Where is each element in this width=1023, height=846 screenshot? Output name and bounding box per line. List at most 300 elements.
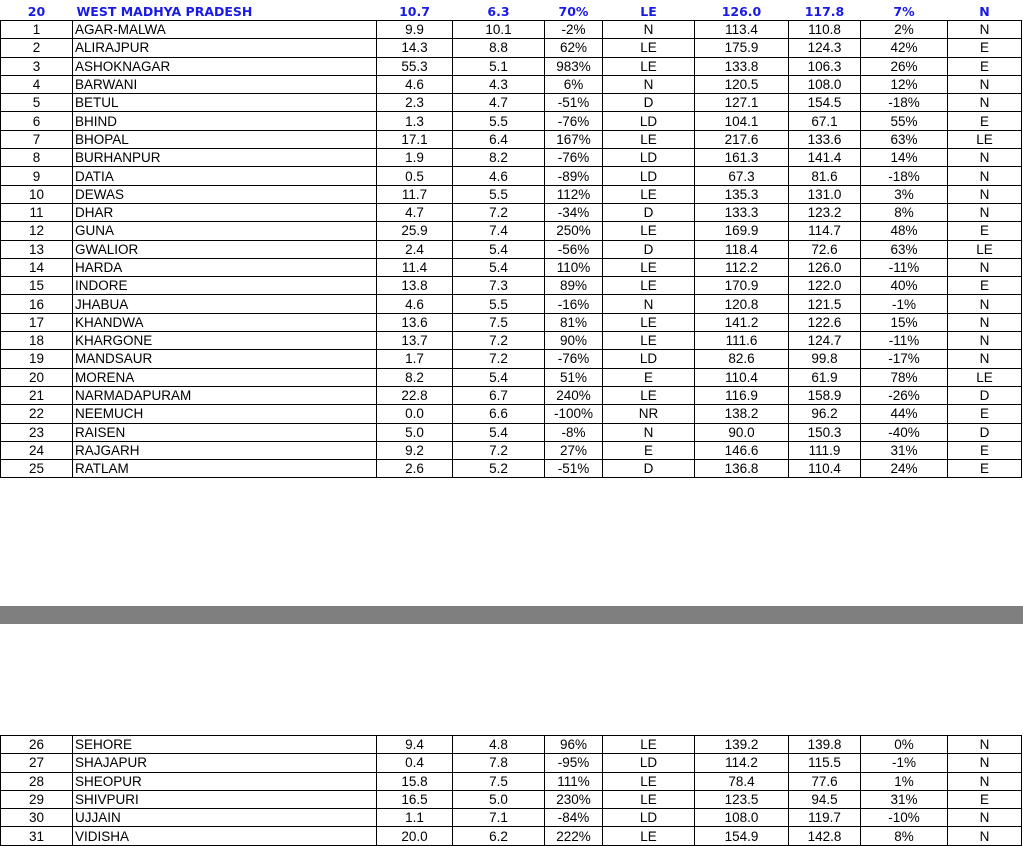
district-name: KHARGONE — [73, 332, 377, 350]
value-cell: LE — [948, 130, 1022, 148]
value-cell: 170.9 — [695, 277, 789, 295]
row-number: 3 — [1, 57, 73, 75]
value-cell: 24% — [861, 460, 948, 478]
table-row — [1, 313, 1022, 331]
value-cell: 230% — [545, 790, 603, 808]
value-cell: N — [948, 332, 1022, 350]
value-cell: D — [948, 423, 1022, 441]
value-cell: 110% — [545, 258, 603, 276]
value-cell: 4.7 — [453, 94, 545, 112]
value-cell: 0.4 — [377, 754, 453, 772]
value-cell: 6.6 — [453, 405, 545, 423]
table-row — [1, 130, 1022, 148]
value-cell: -1% — [861, 295, 948, 313]
table-row — [1, 790, 1022, 808]
value-cell: 7.2 — [453, 350, 545, 368]
value-cell: 6.4 — [453, 130, 545, 148]
subdivision-value-4: LE — [640, 3, 657, 19]
value-cell: 13.7 — [377, 332, 453, 350]
table-row — [1, 368, 1022, 386]
value-cell: 81% — [545, 313, 603, 331]
row-number: 27 — [1, 754, 73, 772]
value-cell: 67.3 — [695, 167, 789, 185]
row-number: 6 — [1, 112, 73, 130]
value-cell: N — [948, 21, 1022, 39]
value-cell: 82.6 — [695, 350, 789, 368]
value-cell: 141.2 — [695, 313, 789, 331]
value-cell: N — [948, 313, 1022, 331]
value-cell: 9.9 — [377, 21, 453, 39]
value-cell: 77.6 — [789, 772, 861, 790]
value-cell: E — [948, 441, 1022, 459]
value-cell: -11% — [861, 332, 948, 350]
value-cell: 78% — [861, 368, 948, 386]
table-row — [1, 754, 1022, 772]
subdivision-value-8: N — [979, 3, 990, 19]
value-cell: 0.0 — [377, 405, 453, 423]
value-cell: 126.0 — [789, 258, 861, 276]
subdivision-value-3: 70% — [558, 3, 589, 19]
value-cell: 22.8 — [377, 386, 453, 404]
value-cell: 124.3 — [789, 39, 861, 57]
table-row — [1, 39, 1022, 57]
value-cell: 106.3 — [789, 57, 861, 75]
value-cell: 1.1 — [377, 809, 453, 827]
value-cell: 111.6 — [695, 332, 789, 350]
row-number: 4 — [1, 75, 73, 93]
value-cell: 108.0 — [789, 75, 861, 93]
district-name: SHIVPURI — [73, 790, 377, 808]
value-cell: -16% — [545, 295, 603, 313]
value-cell: 90% — [545, 332, 603, 350]
row-number: 24 — [1, 441, 73, 459]
value-cell: -10% — [861, 809, 948, 827]
value-cell: -34% — [545, 203, 603, 221]
district-name: SHEOPUR — [73, 772, 377, 790]
value-cell: 222% — [545, 827, 603, 845]
table-row — [1, 222, 1022, 240]
value-cell: N — [948, 295, 1022, 313]
value-cell: 13.6 — [377, 313, 453, 331]
value-cell: -18% — [861, 94, 948, 112]
value-cell: 4.7 — [377, 203, 453, 221]
table-row — [1, 460, 1022, 478]
district-name: SEHORE — [73, 736, 377, 754]
value-cell: 120.8 — [695, 295, 789, 313]
value-cell: 139.8 — [789, 736, 861, 754]
value-cell: 8.2 — [377, 368, 453, 386]
district-name: BHOPAL — [73, 130, 377, 148]
table-row — [1, 185, 1022, 203]
district-name: KHANDWA — [73, 313, 377, 331]
value-cell: 123.5 — [695, 790, 789, 808]
value-cell: 96% — [545, 736, 603, 754]
subdivision-name: WEST MADHYA PRADESH — [76, 3, 253, 19]
row-number: 19 — [1, 350, 73, 368]
value-cell: E — [948, 39, 1022, 57]
value-cell: N — [948, 167, 1022, 185]
value-cell: 1% — [861, 772, 948, 790]
value-cell: 5.5 — [453, 185, 545, 203]
value-cell: 7.2 — [453, 203, 545, 221]
value-cell: -1% — [861, 754, 948, 772]
row-number: 7 — [1, 130, 73, 148]
value-cell: LE — [603, 827, 695, 845]
value-cell: 115.5 — [789, 754, 861, 772]
value-cell: 169.9 — [695, 222, 789, 240]
value-cell: 63% — [861, 130, 948, 148]
value-cell: LE — [603, 332, 695, 350]
value-cell: 10.1 — [453, 21, 545, 39]
value-cell: -11% — [861, 258, 948, 276]
value-cell: 127.1 — [695, 94, 789, 112]
table-row — [1, 112, 1022, 130]
row-number: 30 — [1, 809, 73, 827]
value-cell: 175.9 — [695, 39, 789, 57]
value-cell: -84% — [545, 809, 603, 827]
value-cell: LE — [603, 313, 695, 331]
value-cell: 154.5 — [789, 94, 861, 112]
table-row — [1, 258, 1022, 276]
subdivision-value-6: 117.8 — [804, 3, 845, 19]
value-cell: LE — [603, 130, 695, 148]
table-row — [1, 386, 1022, 404]
table-row — [1, 75, 1022, 93]
value-cell: 110.4 — [695, 368, 789, 386]
value-cell: 124.7 — [789, 332, 861, 350]
value-cell: 114.7 — [789, 222, 861, 240]
value-cell: 20.0 — [377, 827, 453, 845]
value-cell: 8% — [861, 827, 948, 845]
value-cell: 96.2 — [789, 405, 861, 423]
table-row — [1, 772, 1022, 790]
district-name: BETUL — [73, 94, 377, 112]
value-cell: 15.8 — [377, 772, 453, 790]
district-name: MANDSAUR — [73, 350, 377, 368]
value-cell: 7.3 — [453, 277, 545, 295]
value-cell: 55% — [861, 112, 948, 130]
value-cell: LE — [603, 185, 695, 203]
value-cell: -76% — [545, 149, 603, 167]
value-cell: 61.9 — [789, 368, 861, 386]
district-name: INDORE — [73, 277, 377, 295]
table-row — [1, 295, 1022, 313]
value-cell: 16.5 — [377, 790, 453, 808]
table-row — [1, 149, 1022, 167]
value-cell: 158.9 — [789, 386, 861, 404]
district-name: DEWAS — [73, 185, 377, 203]
value-cell: 111.9 — [789, 441, 861, 459]
value-cell: -40% — [861, 423, 948, 441]
value-cell: 42% — [861, 39, 948, 57]
district-name: VIDISHA — [73, 827, 377, 845]
value-cell: 48% — [861, 222, 948, 240]
value-cell: 78.4 — [695, 772, 789, 790]
row-number: 15 — [1, 277, 73, 295]
value-cell: N — [948, 809, 1022, 827]
row-number: 10 — [1, 185, 73, 203]
value-cell: 133.3 — [695, 203, 789, 221]
value-cell: -76% — [545, 112, 603, 130]
value-cell: N — [603, 21, 695, 39]
value-cell: 250% — [545, 222, 603, 240]
district-table-top — [0, 2, 1022, 478]
value-cell: N — [603, 423, 695, 441]
value-cell: 138.2 — [695, 405, 789, 423]
value-cell: 27% — [545, 441, 603, 459]
row-number: 21 — [1, 386, 73, 404]
value-cell: 90.0 — [695, 423, 789, 441]
district-name: GWALIOR — [73, 240, 377, 258]
value-cell: -2% — [545, 21, 603, 39]
value-cell: 5.4 — [453, 423, 545, 441]
value-cell: D — [603, 240, 695, 258]
value-cell: N — [948, 754, 1022, 772]
value-cell: 136.8 — [695, 460, 789, 478]
value-cell: 44% — [861, 405, 948, 423]
row-number: 28 — [1, 772, 73, 790]
row-number: 17 — [1, 313, 73, 331]
value-cell: 154.9 — [695, 827, 789, 845]
value-cell: -56% — [545, 240, 603, 258]
value-cell: 119.7 — [789, 809, 861, 827]
table-row — [1, 240, 1022, 258]
value-cell: 113.4 — [695, 21, 789, 39]
value-cell: LE — [948, 368, 1022, 386]
value-cell: 123.2 — [789, 203, 861, 221]
value-cell: 142.8 — [789, 827, 861, 845]
value-cell: LD — [603, 149, 695, 167]
value-cell: -51% — [545, 94, 603, 112]
value-cell: 12% — [861, 75, 948, 93]
value-cell: 122.6 — [789, 313, 861, 331]
value-cell: 72.6 — [789, 240, 861, 258]
value-cell: -17% — [861, 350, 948, 368]
value-cell: LE — [603, 277, 695, 295]
value-cell: 4.6 — [377, 295, 453, 313]
subdivision-header-row — [1, 2, 1022, 21]
row-number: 14 — [1, 258, 73, 276]
table-row — [1, 736, 1022, 754]
value-cell: N — [948, 203, 1022, 221]
value-cell: LE — [603, 736, 695, 754]
table-row — [1, 405, 1022, 423]
district-name: HARDA — [73, 258, 377, 276]
value-cell: 7.2 — [453, 332, 545, 350]
value-cell: N — [948, 185, 1022, 203]
value-cell: 139.2 — [695, 736, 789, 754]
value-cell: 112.2 — [695, 258, 789, 276]
value-cell: 7.5 — [453, 772, 545, 790]
value-cell: 1.9 — [377, 149, 453, 167]
subdivision-value-5: 126.0 — [721, 3, 762, 19]
row-number: 23 — [1, 423, 73, 441]
table-row — [1, 277, 1022, 295]
subdivision-number: 20 — [27, 3, 46, 19]
value-cell: 7.4 — [453, 222, 545, 240]
row-number: 22 — [1, 405, 73, 423]
value-cell: LE — [603, 222, 695, 240]
row-number: 20 — [1, 368, 73, 386]
row-number: 16 — [1, 295, 73, 313]
district-name: AGAR-MALWA — [73, 21, 377, 39]
value-cell: 135.3 — [695, 185, 789, 203]
value-cell: LD — [603, 754, 695, 772]
district-name: DHAR — [73, 203, 377, 221]
value-cell: 131.0 — [789, 185, 861, 203]
value-cell: 11.7 — [377, 185, 453, 203]
value-cell: 161.3 — [695, 149, 789, 167]
district-name: JHABUA — [73, 295, 377, 313]
value-cell: 110.8 — [789, 21, 861, 39]
value-cell: N — [948, 149, 1022, 167]
value-cell: N — [948, 94, 1022, 112]
value-cell: -8% — [545, 423, 603, 441]
value-cell: N — [603, 295, 695, 313]
value-cell: 25.9 — [377, 222, 453, 240]
subdivision-value-2: 6.3 — [487, 3, 510, 19]
value-cell: -89% — [545, 167, 603, 185]
value-cell: -95% — [545, 754, 603, 772]
value-cell: 146.6 — [695, 441, 789, 459]
table-row — [1, 94, 1022, 112]
district-name: ASHOKNAGAR — [73, 57, 377, 75]
row-number: 8 — [1, 149, 73, 167]
row-number: 5 — [1, 94, 73, 112]
value-cell: LD — [603, 112, 695, 130]
value-cell: 9.2 — [377, 441, 453, 459]
value-cell: E — [603, 441, 695, 459]
value-cell: E — [948, 57, 1022, 75]
page-separator — [0, 606, 1023, 624]
value-cell: N — [948, 75, 1022, 93]
value-cell: 5.4 — [453, 240, 545, 258]
value-cell: D — [603, 203, 695, 221]
value-cell: 141.4 — [789, 149, 861, 167]
subdivision-value-1: 10.7 — [399, 3, 430, 19]
district-name: ALIRAJPUR — [73, 39, 377, 57]
row-number: 9 — [1, 167, 73, 185]
value-cell: 983% — [545, 57, 603, 75]
table-row — [1, 167, 1022, 185]
value-cell: 150.3 — [789, 423, 861, 441]
value-cell: 2% — [861, 21, 948, 39]
table-row — [1, 21, 1022, 39]
value-cell: E — [948, 222, 1022, 240]
value-cell: 2.3 — [377, 94, 453, 112]
row-number: 18 — [1, 332, 73, 350]
row-number: 2 — [1, 39, 73, 57]
value-cell: 1.3 — [377, 112, 453, 130]
value-cell: 11.4 — [377, 258, 453, 276]
value-cell: 17.1 — [377, 130, 453, 148]
value-cell: 94.5 — [789, 790, 861, 808]
value-cell: 26% — [861, 57, 948, 75]
row-number: 25 — [1, 460, 73, 478]
value-cell: D — [948, 386, 1022, 404]
value-cell: 4.8 — [453, 736, 545, 754]
value-cell: 122.0 — [789, 277, 861, 295]
value-cell: 114.2 — [695, 754, 789, 772]
value-cell: 133.6 — [789, 130, 861, 148]
value-cell: E — [948, 112, 1022, 130]
row-number: 13 — [1, 240, 73, 258]
value-cell: N — [948, 772, 1022, 790]
value-cell: NR — [603, 405, 695, 423]
value-cell: 2.6 — [377, 460, 453, 478]
value-cell: 89% — [545, 277, 603, 295]
row-number: 26 — [1, 736, 73, 754]
value-cell: 15% — [861, 313, 948, 331]
value-cell: LE — [603, 39, 695, 57]
district-name: RAJGARH — [73, 441, 377, 459]
value-cell: 5.4 — [453, 368, 545, 386]
value-cell: LE — [603, 790, 695, 808]
value-cell: 40% — [861, 277, 948, 295]
value-cell: -26% — [861, 386, 948, 404]
value-cell: 104.1 — [695, 112, 789, 130]
value-cell: 120.5 — [695, 75, 789, 93]
value-cell: 51% — [545, 368, 603, 386]
value-cell: -100% — [545, 405, 603, 423]
value-cell: 31% — [861, 790, 948, 808]
value-cell: 121.5 — [789, 295, 861, 313]
value-cell: 5.0 — [453, 790, 545, 808]
value-cell: E — [603, 368, 695, 386]
table-row — [1, 809, 1022, 827]
value-cell: D — [603, 94, 695, 112]
value-cell: 4.3 — [453, 75, 545, 93]
value-cell: 6.7 — [453, 386, 545, 404]
value-cell: 31% — [861, 441, 948, 459]
value-cell: -51% — [545, 460, 603, 478]
table-row — [1, 441, 1022, 459]
row-number: 11 — [1, 203, 73, 221]
district-name: NARMADAPURAM — [73, 386, 377, 404]
district-name: NEEMUCH — [73, 405, 377, 423]
district-name: DATIA — [73, 167, 377, 185]
district-name: BURHANPUR — [73, 149, 377, 167]
value-cell: 8.2 — [453, 149, 545, 167]
value-cell: 6.2 — [453, 827, 545, 845]
table-row — [1, 57, 1022, 75]
value-cell: 5.5 — [453, 112, 545, 130]
value-cell: 63% — [861, 240, 948, 258]
value-cell: 2.4 — [377, 240, 453, 258]
row-number: 31 — [1, 827, 73, 845]
subdivision-value-7: 7% — [893, 3, 915, 19]
table-row — [1, 827, 1022, 845]
value-cell: E — [948, 790, 1022, 808]
table-row — [1, 350, 1022, 368]
value-cell: 81.6 — [789, 167, 861, 185]
district-name: RAISEN — [73, 423, 377, 441]
district-table-bottom — [0, 735, 1022, 846]
value-cell: E — [948, 460, 1022, 478]
value-cell: 1.7 — [377, 350, 453, 368]
district-name: RATLAM — [73, 460, 377, 478]
table-row — [1, 332, 1022, 350]
value-cell: N — [948, 827, 1022, 845]
district-name: UJJAIN — [73, 809, 377, 827]
value-cell: 62% — [545, 39, 603, 57]
value-cell: 5.2 — [453, 460, 545, 478]
table-row — [1, 203, 1022, 221]
value-cell: -18% — [861, 167, 948, 185]
value-cell: D — [603, 460, 695, 478]
value-cell: 112% — [545, 185, 603, 203]
district-name: BHIND — [73, 112, 377, 130]
